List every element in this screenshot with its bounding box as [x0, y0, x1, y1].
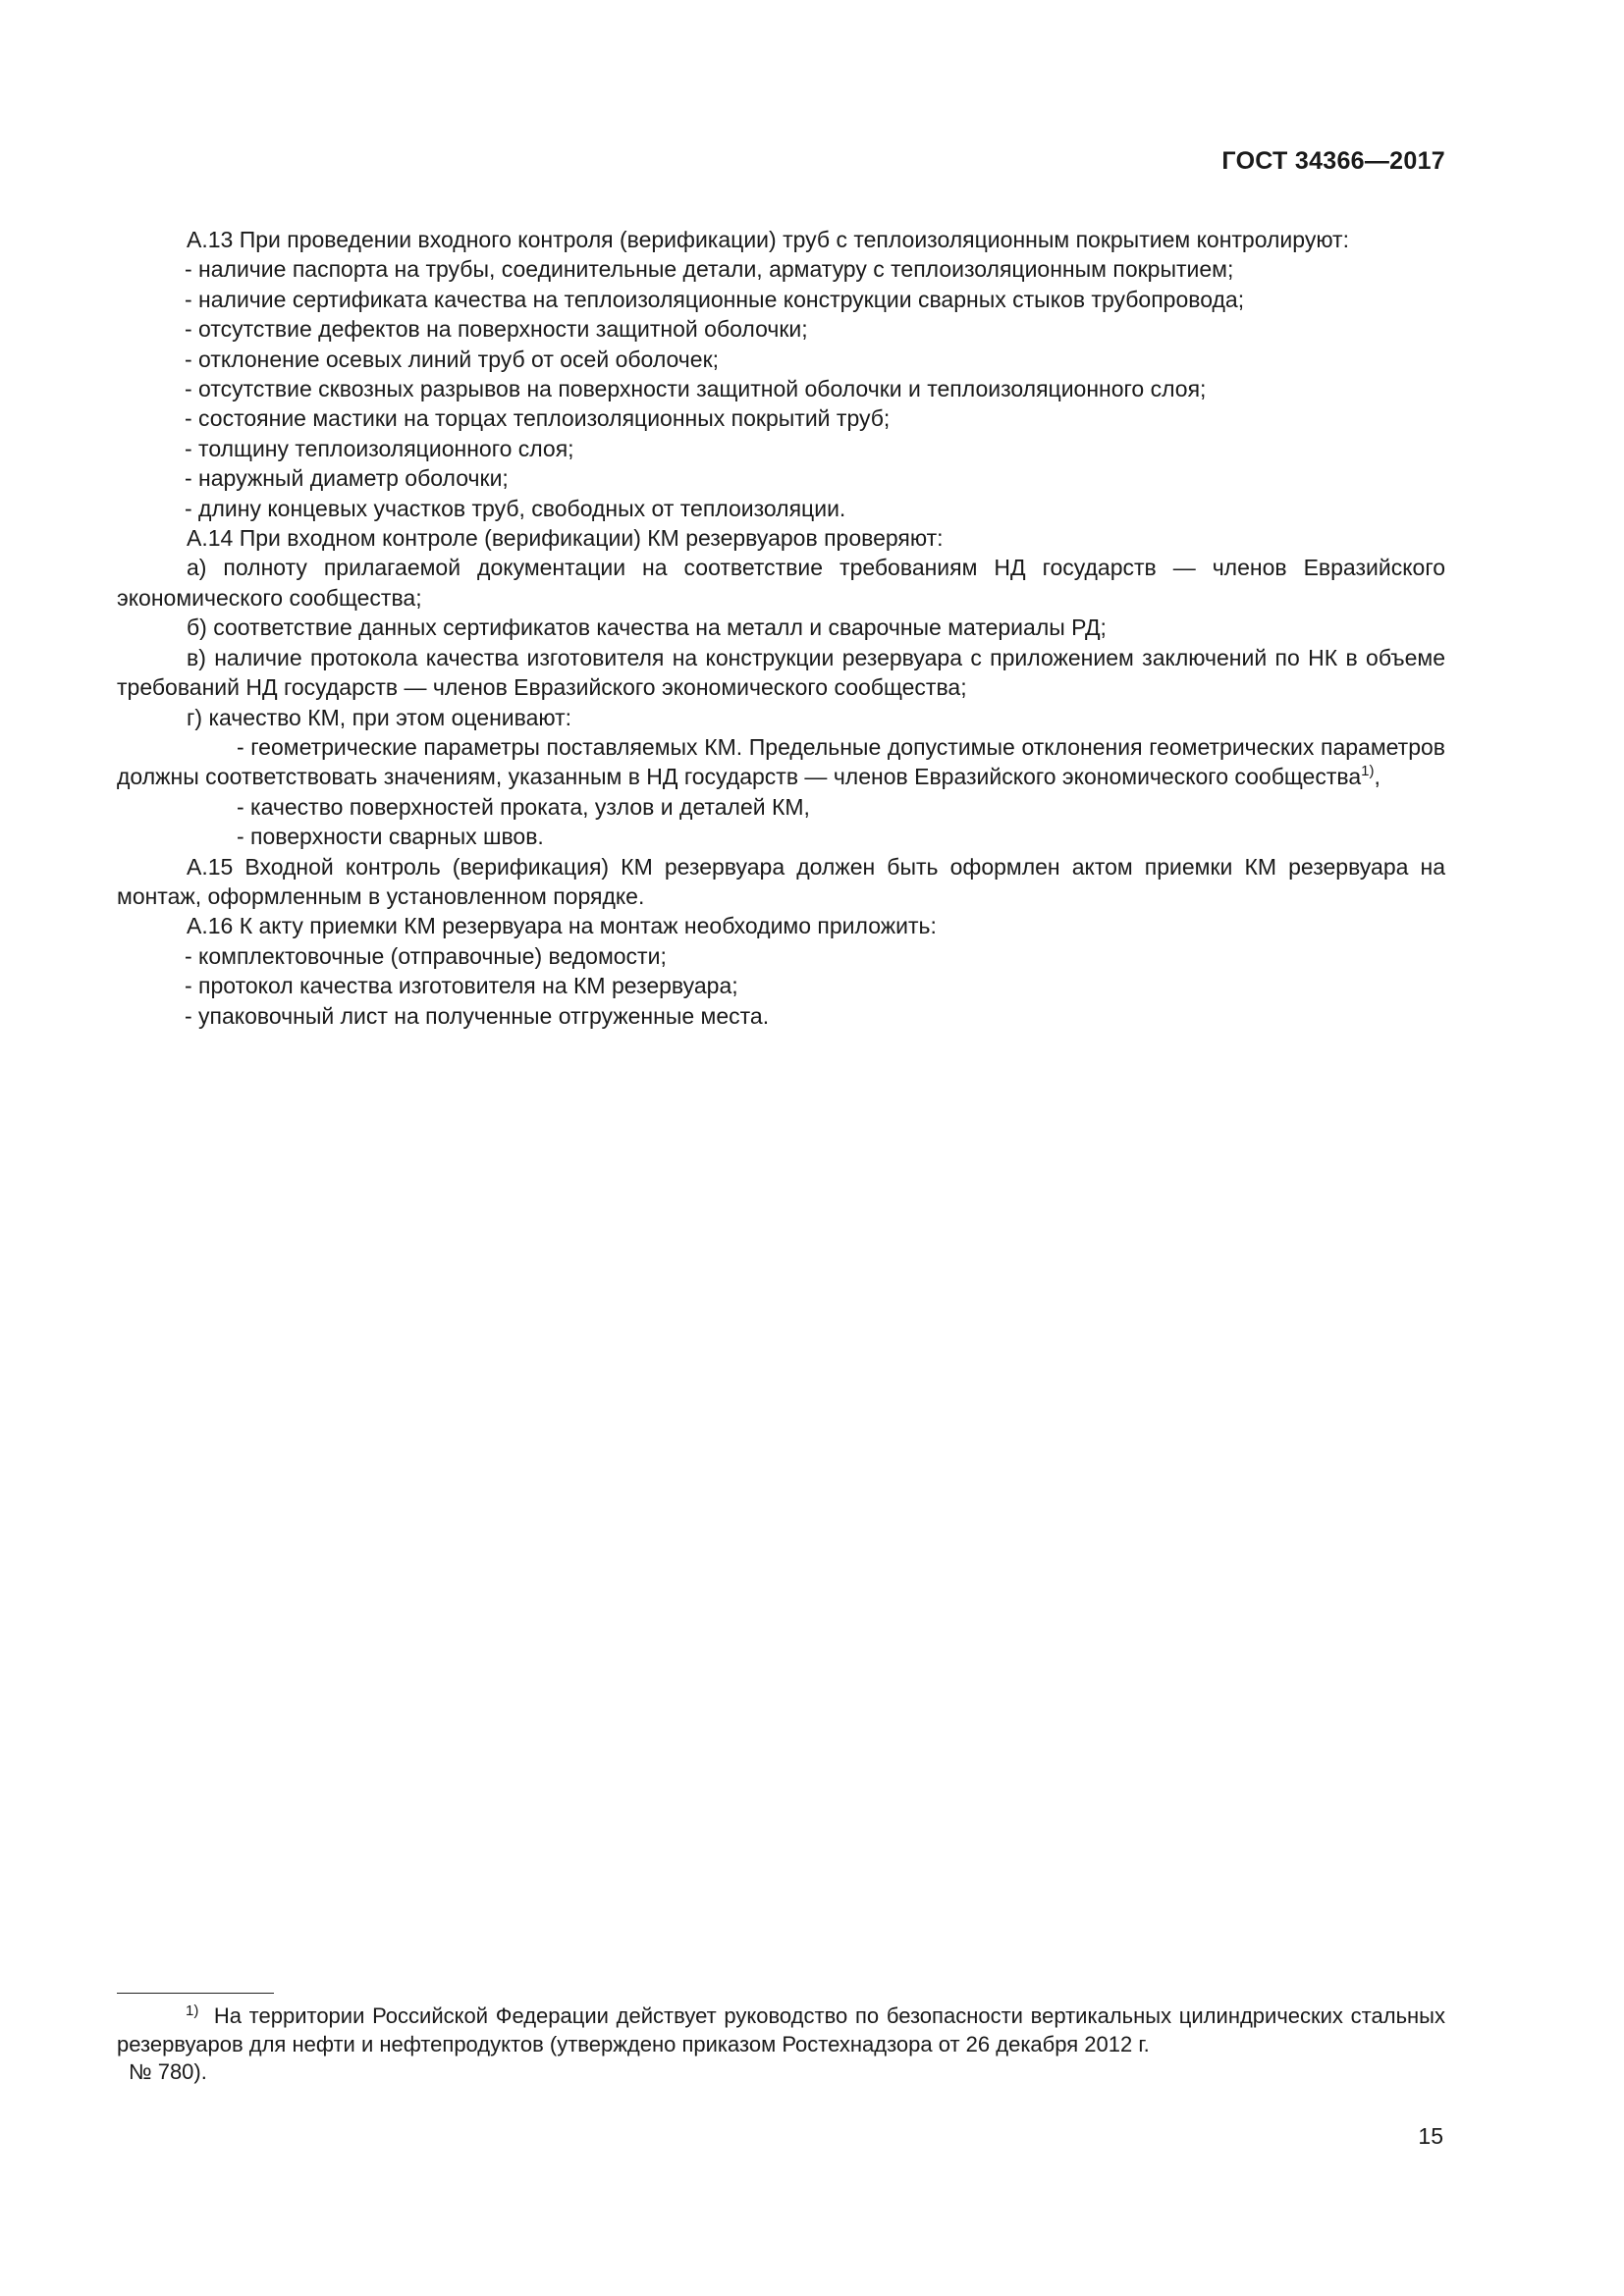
geometric-parameters-end: , [1374, 764, 1380, 790]
paragraph-a14-v: в) наличие протокола качества изготовителя на конструкции резервуара с приложением заключений по НК в объеме требований НД государств — членов Евразийского экономического сообщества; [117, 644, 1445, 701]
list-item: - протокол качества изготовителя на КМ резервуара; [185, 973, 738, 999]
document-header: ГОСТ 34366—2017 [1221, 147, 1445, 175]
list-item: - состояние мастики на торцах теплоизоляционных покрытий труб; [185, 405, 891, 432]
footnote [117, 2002, 1445, 2087]
paragraph-a14-intro: А.14 При входном контроле (верификации) КМ резервуаров проверяют: [187, 525, 944, 552]
list-item: - отсутствие дефектов на поверхности защитной оболочки; [185, 316, 808, 343]
list-item: - поверхности сварных швов. [237, 824, 544, 850]
footnote-body: На территории Российской Федерации действует руководство по безопасности вертикальных цилиндрических стальных резервуаров для нефти и нефтепродуктов (утверждено приказом Ростехнадзора от 26 декабря 2012 г. [117, 2003, 1445, 2056]
footnote-divider [117, 1993, 274, 1994]
geometric-parameters-text: - геометрические параметры поставляемых КМ. Предельные допустимые отклонения геометрических параметров должны соответствовать значениям, указанным в НД государств — членов Евразийского экономического сообщества [117, 733, 1445, 790]
list-item: - отклонение осевых линий труб от осей оболочек; [185, 346, 720, 372]
paragraph-a13-intro: А.13 При проведении входного контроля (верификации) труб с теплоизоляционным покрытием контролируют: [187, 227, 1349, 252]
list-item: - толщину теплоизоляционного слоя; [185, 435, 574, 461]
paragraph-a15: А.15 Входной контроль (верификация) КМ резервуара должен быть оформлен актом приемки КМ резервуара на монтаж, оформленным в установленном порядке. [117, 853, 1445, 909]
footnote-reference[interactable]: 1) [1361, 763, 1375, 780]
list-item: - наружный диаметр оболочки; [185, 465, 509, 492]
paragraph-a14-b: б) соответствие данных сертификатов качества на металл и сварочные материалы РД; [187, 614, 1107, 641]
page-number: 15 [1418, 2123, 1443, 2149]
list-item: - наличие паспорта на трубы, соединительные детали, арматуру с теплоизоляционным покрытием; [185, 256, 1234, 283]
list-item: - качество поверхностей проката, узлов и деталей КМ, [237, 793, 810, 820]
footnote-text-end: № 780). [129, 2059, 207, 2084]
list-item: - комплектовочные (отправочные) ведомости; [185, 942, 667, 969]
footnote-text [117, 2002, 1445, 2058]
footnote-marker: 1) [186, 2002, 199, 2019]
list-item: - наличие сертификата качества на теплоизоляционные конструкции сварных стыков трубопровода; [185, 286, 1245, 312]
paragraph-a14-g: г) качество КМ, при этом оценивают: [187, 704, 572, 730]
list-item: - отсутствие сквозных разрывов на поверхности защитной оболочки и теплоизоляционного слоя; [185, 376, 1207, 402]
document-body [117, 225, 1445, 1031]
list-item: - упаковочный лист на полученные отгруженные места. [185, 1002, 770, 1029]
list-item: - длину концевых участков труб, свободных от теплоизоляции. [185, 495, 846, 521]
paragraph-geometric-parameters [117, 732, 1445, 792]
paragraph-a14-a: а) полноту прилагаемой документации на соответствие требованиям НД государств — членов Евразийского экономического сообщества; [117, 555, 1445, 611]
paragraph-a16-intro: А.16 К акту приемки КМ резервуара на монтаж необходимо приложить: [187, 913, 937, 939]
